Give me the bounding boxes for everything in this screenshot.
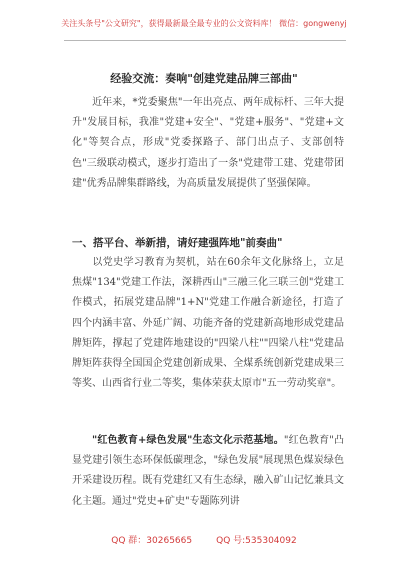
section1-text: 以党史学习教育为契机，站在60余年文化脉络上，立足焦煤"134"党建工作法，深耕西山"三融三化三联三创"党建工作模式，拓展党建品牌"1+N"党建工作融合新途径，打造了四个内涵丰富、外延广阔、功能齐备的党建新高地形成党建品牌矩阵，撑起了党建阵地建设的"四梁八柱""四梁八柱"党建品牌矩阵获得全国国企党建创新成果、全煤系统创新党建成果三等奖、山西省行业二等奖，集体荣获太原市"五一劳动奖章"。: [72, 257, 344, 390]
section1-paragraph: [72, 253, 344, 394]
intro-text: 近年来，*党委聚焦"一年出亮点、两年成标杆、三年大提升"发展目标，我准"党建+安全"、"党建+服务"、"党建+文化"等契合点，形成"党委探路子、部门出点子、支部创特色"三级联动模式，逐步打造出了一条"党建带工建、党建带团建"优秀品牌集群路线，为高质量发展提供了坚强保障。: [72, 97, 344, 189]
footer-qq-number: QQ 号:535304092: [216, 536, 297, 546]
intro-paragraph: [72, 93, 344, 194]
footer-qq-group: QQ 群：30265665: [111, 536, 193, 546]
section2-paragraph: [72, 431, 344, 512]
section2-text: "红色教育"凸显党建引领生态环保低碳理念，"绿色发展"展现黑色煤炭绿色开采建设历程。既有党建红又有生态绿，融入矿山记忆兼具文化主题。通过"党史+矿史"专题陈列讲: [72, 435, 344, 507]
section2-lead: "红色教育+绿色发展"生态文化示范基地。: [92, 435, 284, 446]
header-banner: 关注头条号"公文研究"，获得最新最全最专业的公文资料库！ 微信：gongwenyj: [61, 19, 347, 28]
header-divider: [64, 40, 346, 41]
document-title: 经验交流：奏响"创建党建品牌三部曲": [110, 72, 298, 85]
footer-contact: [0, 533, 408, 546]
section-heading: 一、搭平台、举新措，请好建强阵地"前奏曲": [72, 237, 283, 249]
